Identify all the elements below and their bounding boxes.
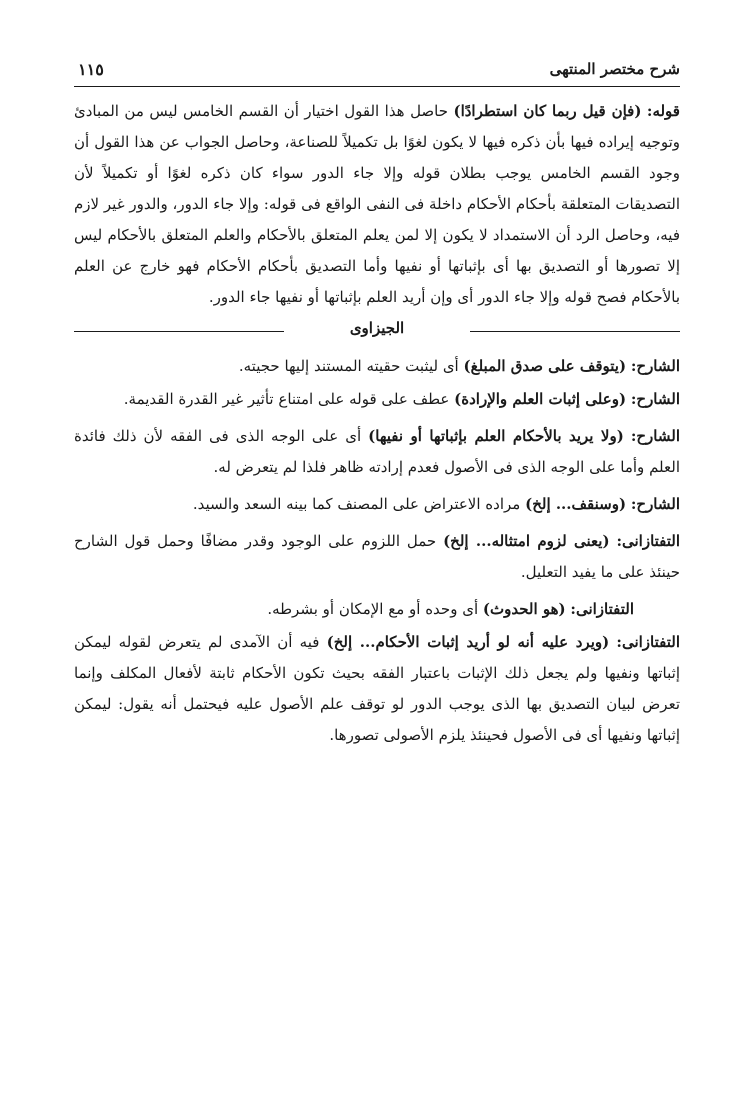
entry-quote: (وسنقف... إلخ): [525, 495, 627, 513]
commentary-entry: [74, 384, 680, 415]
divider-line-left: [74, 331, 284, 332]
intro-text: حاصل هذا القول اختيار أن القسم الخامس ليس من المبادئ وتوجيه إيراده فيها بأن ذكره فيها لا يكون لغوًا بل تكميلاً للصناعة، وحاصل الجواب عن هذا القول أن وجود القسم الخامس يوجب بطلان قوله وإلا جاء الدور سواء كان ذكره لغوًا أو تكميلاً لأن التصديقات المتعلقة بأحكام الأحكام داخلة فى النفى الواقع فى قوله: وإلا جاء الدور، والدور غير لازم فيه، وحاصل الرد أن الاستمداد لا يكون إلا لمن يعلم المتعلق بالأحكام والعلم المتعلق بالأحكام ليس إلا تصورها أو التصديق بها أى بإثباتها أو نفيها وأما التصديق بأحكام الأحكام فهو خارج عن العلم بالأحكام فصح قوله وإلا جاء الدور أى وإن أريد العلم بإثباتها أو نفيها جاء الدور.: [74, 102, 681, 306]
entry-text: عطف على قوله على امتناع تأثير غير القدرة القديمة.: [123, 390, 455, 408]
header-rule: [74, 86, 680, 87]
page: [74, 52, 680, 757]
commentary-entry: [74, 594, 680, 625]
page-number: ١١٥: [78, 60, 104, 79]
commentary-entry: [74, 526, 680, 588]
page-header: [74, 52, 680, 86]
entry-speaker: التفتازانى:: [616, 532, 681, 550]
entry-speaker: الشارح:: [630, 495, 680, 513]
commentary-entry: [74, 351, 680, 382]
entry-quote: (ولا يريد بالأحكام العلم بإثباتها أو نفيها): [368, 427, 624, 445]
entry-speaker: التفتازانى:: [570, 600, 634, 618]
entry-speaker: الشارح:: [630, 427, 680, 445]
entry-text: مراده الاعتراض على المصنف كما بينه السعد والسيد.: [192, 495, 526, 513]
intro-quote: (فإن قيل ربما كان استطرادًا): [453, 102, 642, 120]
entry-quote: (يعنى لزوم امتثاله... إلخ): [443, 532, 610, 550]
entry-text: فيه أن الآمدى لم يتعرض لقوله ليمكن إثباتها ونفيها ولم يجعل ذلك الإثبات باعتبار الفقه بحيث تكون الأحكام ثابتة لأفعال المكلف وإنما تعرض لبيان التصديق بها الذى يوجب الدور لو توقف علم الأصول عليه فيحتمل أنه يقول: ليمكن إثباتها ونفيها أى فى الأصول فحينئذ يلزم الأصولى تصورها.: [74, 633, 680, 744]
running-title: شرح مختصر المنتهى: [549, 60, 680, 78]
entry-quote: (يتوقف على صدق المبلغ): [463, 357, 627, 375]
section-label: الجيزاوى: [349, 319, 405, 337]
commentary-entry: [74, 421, 680, 483]
entry-quote: (وعلى إثبات العلم والإرادة): [454, 390, 627, 408]
entry-text: حمل اللزوم على الوجود وقدر مضافًا وحمل قول الشارح حينئذ على ما يفيد التعليل.: [74, 532, 680, 581]
entry-speaker: الشارح:: [630, 357, 680, 375]
entry-text: أى ليثبت حقيته المستند إليها حجيته.: [238, 357, 464, 375]
entry-speaker: الشارح:: [630, 390, 680, 408]
commentary-entry: [74, 627, 680, 751]
entry-text: أى على الوجه الذى فى الفقه لأن ذلك فائدة العلم وأما على الوجه الذى فى الأصول فعدم إرادته ظاهر فلذا لم يتعرض له.: [74, 427, 680, 476]
commentary-entry: [74, 489, 680, 520]
entry-quote: (هو الحدوث): [482, 600, 566, 618]
entry-quote: (ويرد عليه أنه لو أريد إثبات الأحكام... إلخ): [326, 633, 610, 651]
intro-lead-label: قوله:: [646, 102, 680, 120]
entry-text: أى وحده أو مع الإمكان أو بشرطه.: [267, 600, 483, 618]
section-divider: [74, 315, 680, 347]
intro-paragraph: [74, 96, 680, 313]
entry-speaker: التفتازانى:: [616, 633, 680, 651]
